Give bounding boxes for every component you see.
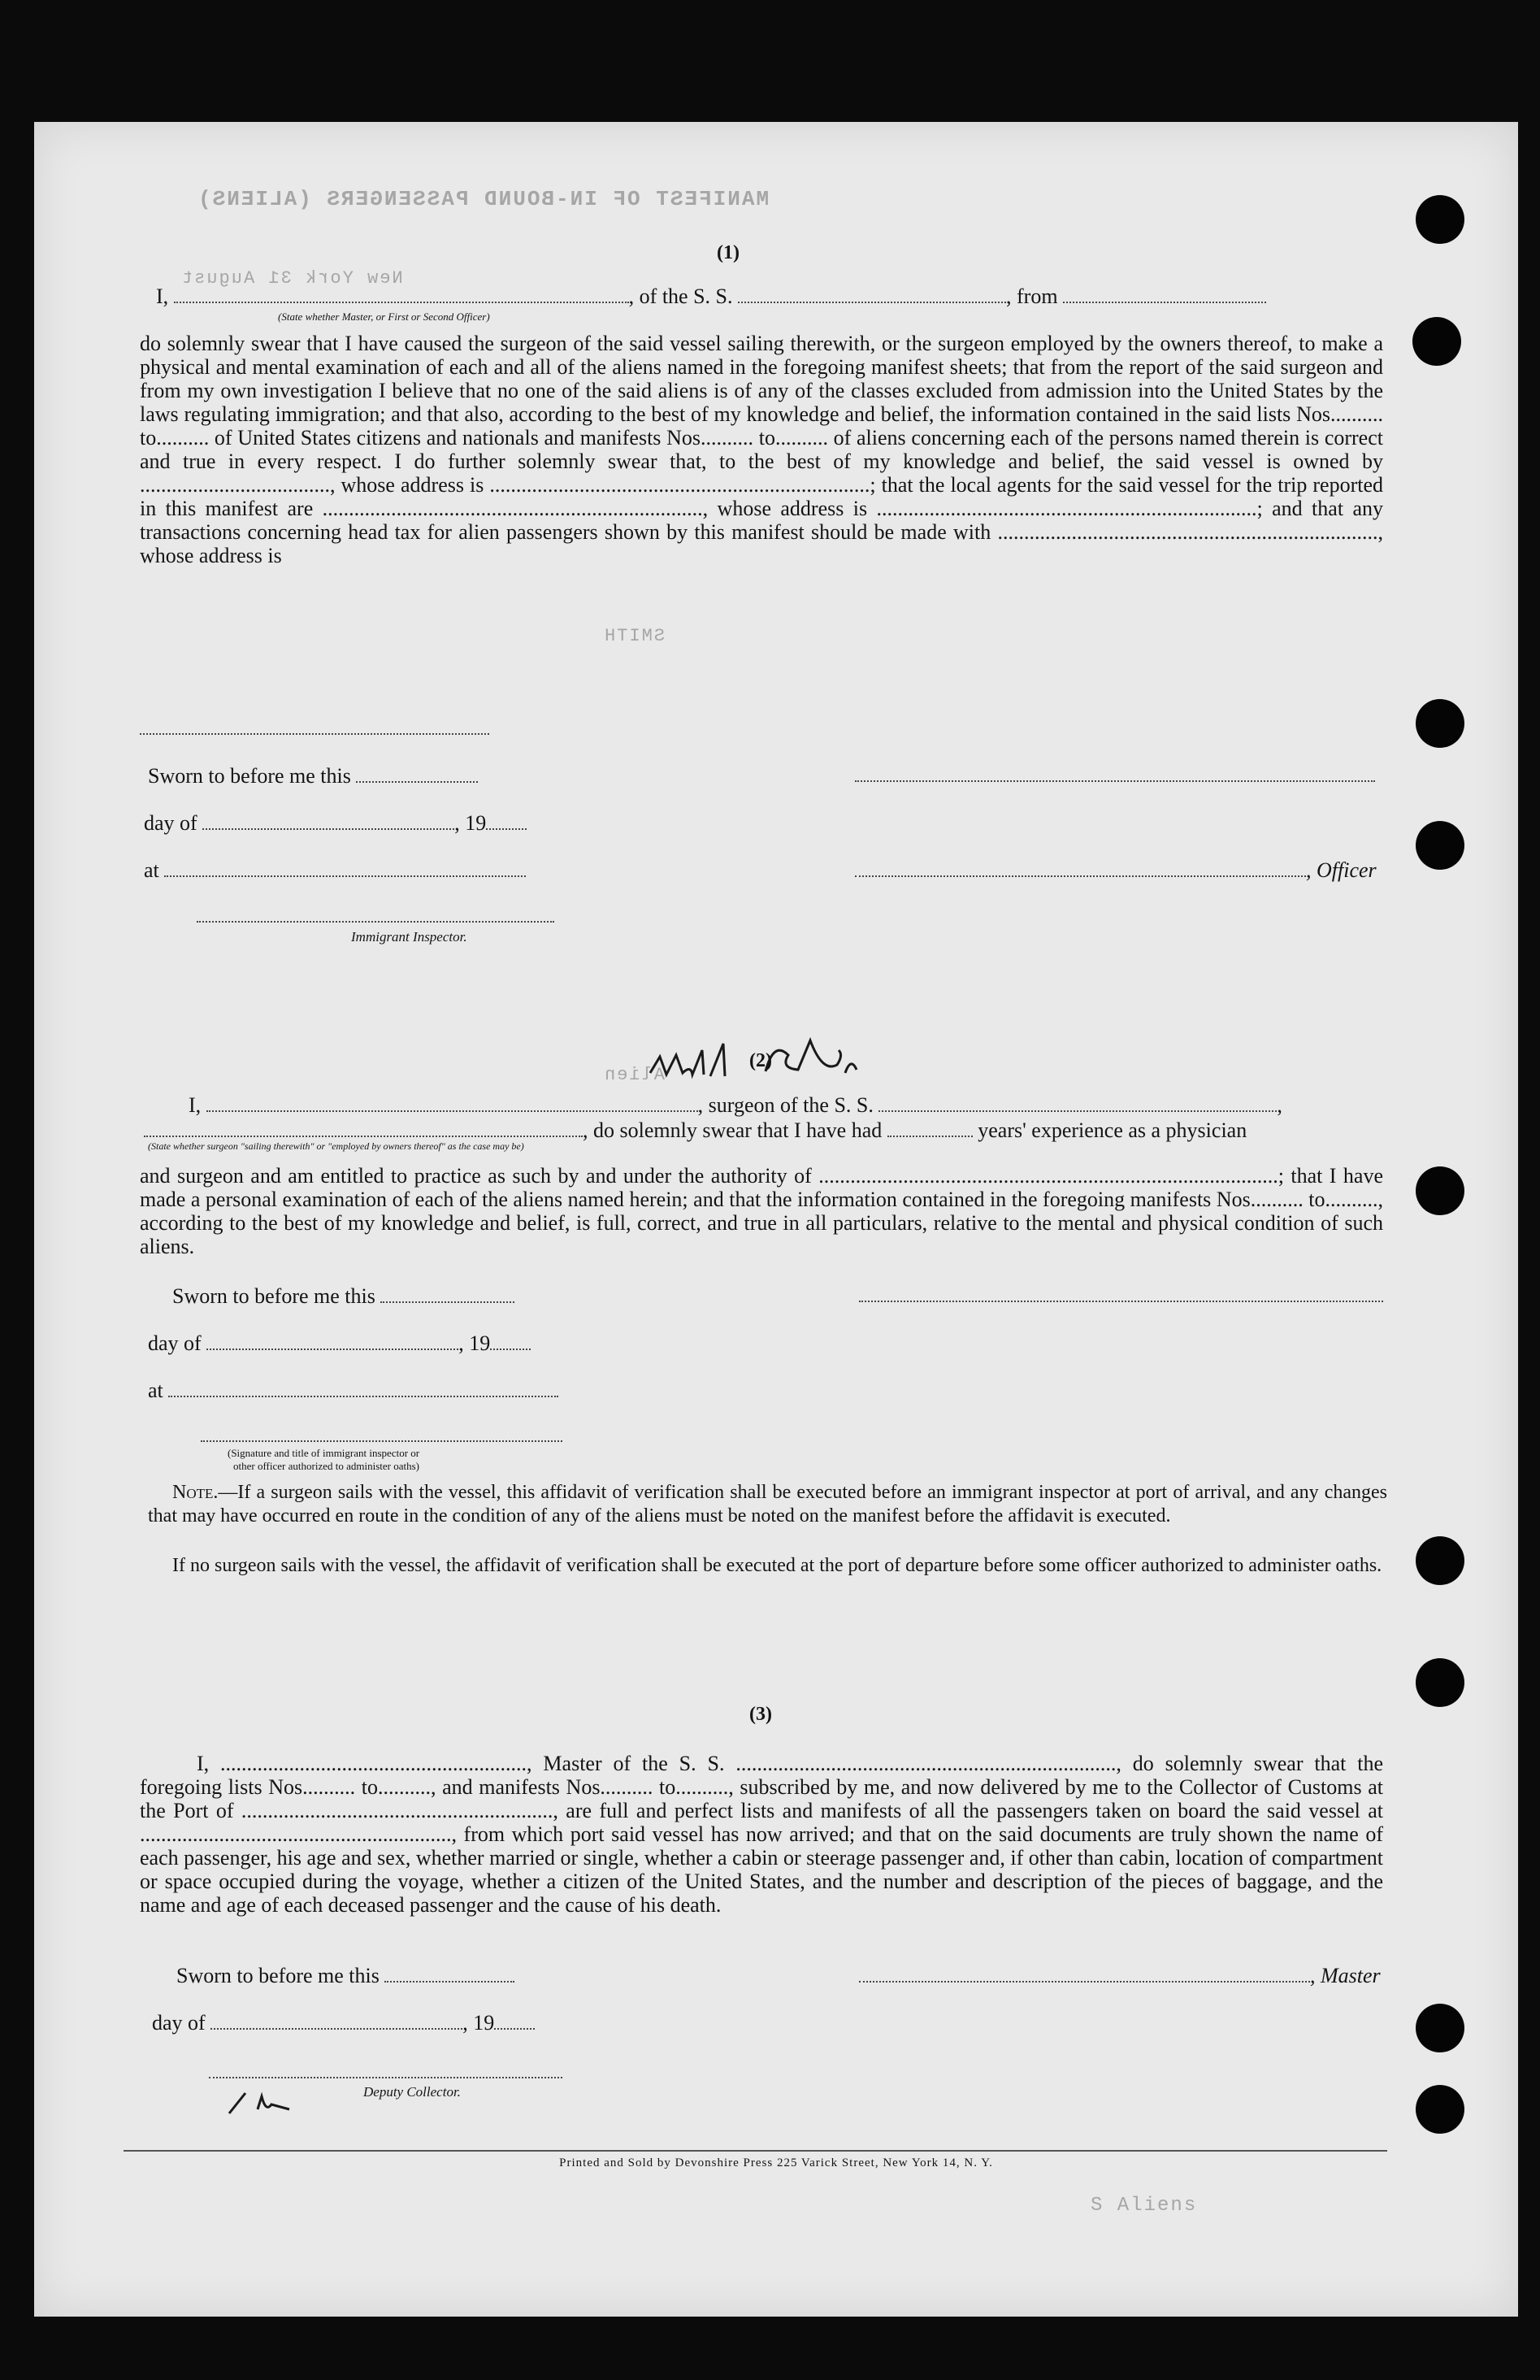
punch-hole — [1416, 195, 1464, 244]
section-1-body: do solemnly swear that I have caused the surgeon of the said vessel sailing therewith, or the surgeon employed by the owners thereof, to make a physical and mental examination of each and all of the aliens named in the foregoing manifest sheets; that from the report of the said surgeon and from my own investigation I believe that no one of the said aliens is of any of the classes excluded from admission into the United States by the laws regulating immigration; and that also, according to the best of my knowledge and belief, the information contained in the said lists Nos.......... to.......... of United States citizens and nationals and manifests Nos.......... to.......... of aliens concerning each of the persons named therein is correct and true in every respect. I do further solemnly swear that, to the best of my knowledge and belief, the said vessel is owned by ...................................., whose address is ........................................................................; that the local agents for the said vessel for the trip reported in this manifest are ........................................................................, whose address is ........................................................................; and that any transactions concerning head tax for alien passengers shown by this manifest should be made with ........................................................................, whose address is — [140, 332, 1383, 567]
section-1-number: (1) — [717, 242, 740, 263]
officer-line: , Officer — [855, 858, 1377, 883]
signature-caption: (Signature and title of immigrant inspector or — [228, 1447, 420, 1459]
collector-signature-line — [209, 2077, 562, 2078]
surgeon-signature-line — [859, 1301, 1383, 1302]
section-2-line-2: , do solemnly swear that I have had years' experience as a physician — [144, 1118, 1247, 1143]
punch-hole — [1416, 2004, 1464, 2052]
officer-note: (State whether Master, or First or Second Officer) — [278, 311, 490, 323]
section-1-line-1: I, , of the S. S. , from — [156, 284, 1266, 309]
bleed-through-text: MANIFEST OF IN-BOUND PASSENGERS (ALIENS) — [197, 187, 770, 211]
bleed-through-text: Alien — [603, 1065, 666, 1085]
punch-hole — [1416, 1658, 1464, 1707]
collector-caption: Deputy Collector. — [363, 2084, 461, 2100]
section-3-body: I, .........................................................., Master of the S. S. ........................................................................, do solemnly swear that the foregoing lists Nos.......... to.........., and manifests Nos.......... to.........., subscribed by me, and now delivered by me to the Collector of Customs at the Port of ..........................................................., are full and perfect lists and manifests of all the passengers taken on board the said vessel at ..........................................................., from which port said vessel has now arrived; and that on the said documents are truly shown the name of each passenger, his age and sex, whether married or single, whether a cabin or steerage passenger and, if other than cabin, location of compartment or space occupied during the voyage, whether a citizen of the United States, and the number and description of the pieces of baggage, and the name and age of each deceased passenger and the cause of his death. — [140, 1752, 1383, 1917]
address-continuation-blank — [140, 733, 489, 735]
punch-hole — [1416, 2085, 1464, 2134]
day-of-line: day of , 19 — [144, 811, 527, 836]
section-2-body: and surgeon and am entitled to practice as such by and under the authority of .......................................................................................; that I have made a personal examination of each of the aliens named herein; and that the information contained in the foregoing manifests Nos.......... to.........., according to the best of my knowledge and belief, is full, correct, and true in all particulars, relative to the mental and physical condition of such aliens. — [140, 1164, 1383, 1258]
signature-caption: other officer authorized to administer oaths) — [233, 1460, 419, 1472]
inspector-signature-line — [201, 1440, 562, 1442]
years-blank — [887, 1121, 973, 1137]
day-of-line: day of , 19 — [152, 2011, 535, 2035]
sworn-line: Sworn to before me this — [148, 764, 478, 788]
at-line: at — [144, 858, 526, 883]
surgeon-note: (State whether surgeon "sailing therewith" or "employed by owners thereof" as the case may be) — [148, 1140, 524, 1152]
at-line: at — [148, 1379, 558, 1403]
sworn-line: Sworn to before me this — [176, 1964, 514, 1988]
section-2-line-1: I, , surgeon of the S. S. , — [189, 1093, 1282, 1117]
inspector-signature-line — [197, 921, 554, 923]
sworn-line: Sworn to before me this — [172, 1284, 514, 1309]
bleed-through-text: New York 31 August — [180, 268, 403, 289]
note-paragraph: Note.—If a surgeon sails with the vessel, this affidavit of verification shall be executed before an immigrant inspector at port of arrival, and any changes that may have occurred en route in the condition of any of the aliens must be noted on the manifest before the affidavit is executed. — [148, 1482, 1387, 1527]
bleed-through-text: S Aliens — [1091, 2195, 1198, 2217]
departure-port-blank — [1063, 287, 1266, 303]
section-2-number: (2) — [749, 1050, 772, 1071]
master-line: , Master — [859, 1964, 1381, 1988]
surgeon-name-blank — [206, 1096, 698, 1112]
punch-hole — [1416, 821, 1464, 870]
punch-hole — [1416, 1536, 1464, 1585]
note-paragraph: If no surgeon sails with the vessel, the affidavit of verification shall be executed at the port of departure before some officer authorized to administer oaths. — [172, 1555, 1382, 1576]
day-of-line: day of , 19 — [148, 1331, 531, 1356]
footer-rule — [124, 2150, 1387, 2152]
punch-hole — [1416, 699, 1464, 748]
surgeon-vessel-blank — [878, 1096, 1277, 1112]
officer-signature-line — [855, 780, 1375, 782]
punch-hole — [1412, 317, 1461, 366]
punch-hole — [1416, 1166, 1464, 1215]
printer-imprint: Printed and Sold by Devonshire Press 225 Varick Street, New York 14, N. Y. — [559, 2156, 993, 2169]
handwritten-signature-icon — [644, 1032, 912, 1097]
vessel-name-blank — [738, 287, 1006, 303]
officer-name-blank — [174, 287, 629, 303]
section-3-number: (3) — [749, 1704, 772, 1725]
bleed-through-text: SMITH — [603, 626, 666, 646]
handwritten-initials-icon — [221, 2085, 310, 2126]
manifest-page — [34, 122, 1518, 2317]
inspector-caption: Immigrant Inspector. — [351, 929, 467, 945]
